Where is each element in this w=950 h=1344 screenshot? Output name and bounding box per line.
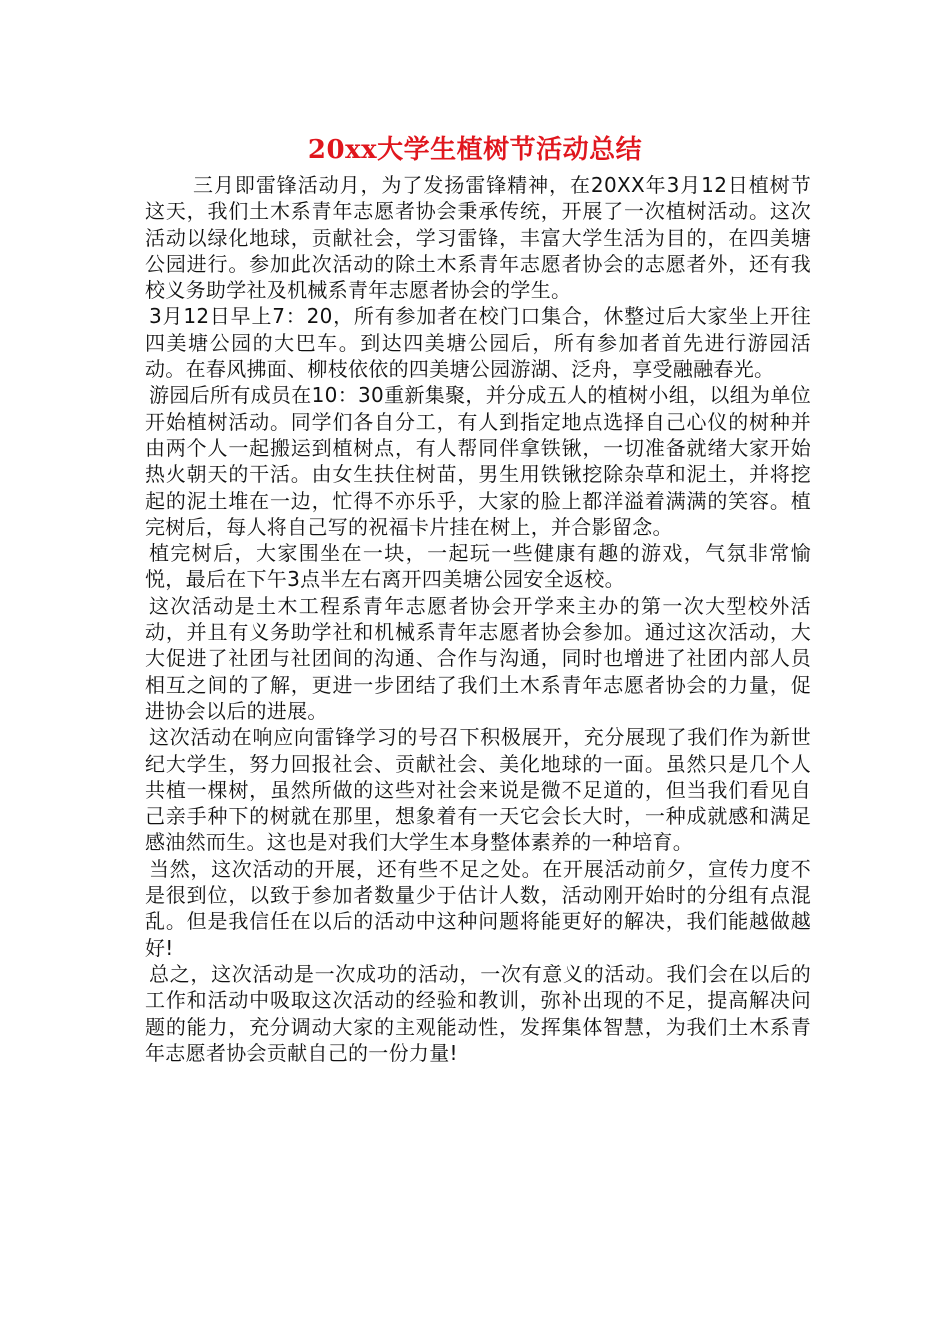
paragraph-games: 植完树后，大家围坐在一块，一起玩一些健康有趣的游戏，气氛非常愉悦，最后在下午3点半左右离开四美塘公园安全返校。 — [145, 541, 811, 592]
paragraph-significance: 这次活动是土木工程系青年志愿者协会开学来主办的第一次大型校外活动，并且有义务助学社和机械系青年志愿者协会参加。通过这次活动，大大促进了社团与社团间的沟通、合作与沟通，同时也增进了社团内部人员相互之间的了解，更进一步团结了我们土木系青年志愿者协会的力量，促进协会以后的进展。 — [145, 593, 811, 723]
document-title: 20xx大学生植树节活动总结 — [307, 135, 643, 165]
paragraph-shortcomings: 当然，这次活动的开展，还有些不足之处。在开展活动前夕，宣传力度不是很到位，以致于参加者数量少于估计人数，活动刚开始时的分组有点混乱。但是我信任在以后的活动中这种问题将能更好的解决，我们能越做越好! — [145, 856, 811, 960]
paragraph-intro: 三月即雷锋活动月，为了发扬雷锋精神，在20XX年3月12日植树节这天，我们土木系青年志愿者协会秉承传统，开展了一次植树活动。这次活动以绿化地球，贡献社会，学习雷锋，丰富大学生活为目的，在四美塘公园进行。参加此次活动的除土木系青年志愿者协会的志愿者外，还有我校义务助学社及机械系青年志愿者协会的学生。 — [145, 173, 811, 303]
paragraph-planting: 游园后所有成员在10：30重新集聚，并分成五人的植树小组，以组为单位开始植树活动。同学们各自分工，有人到指定地点选择自己心仪的树种并由两个人一起搬运到植树点，有人帮同伴拿铁锹，一切准备就绪大家开始热火朝天的干活。由女生扶住树苗，男生用铁锹挖除杂草和泥土，并将挖起的泥土堆在一边，忙得不亦乐乎，大家的脸上都洋溢着满满的笑容。植完树后，每人将自己写的祝福卡片挂在树上，并合影留念。 — [145, 383, 811, 539]
paragraph-conclusion: 总之，这次活动是一次成功的活动，一次有意义的活动。我们会在以后的工作和活动中吸取这次活动的经验和教训，弥补出现的不足，提高解决问题的能力，充分调动大家的主观能动性，发挥集体智慧，为我们土木系青年志愿者协会贡献自己的一份力量! — [145, 961, 811, 1065]
document-body — [145, 172, 811, 1066]
paragraph-gathering: 3月12日早上7：20，所有参加者在校门口集合，休整过后大家坐上开往四美塘公园的大巴车。到达四美塘公园后，所有参加者首先进行游园活动。在春风拂面、柳枝依依的四美塘公园游湖、泛舟，享受融融春光。 — [145, 304, 811, 382]
paragraph-lei-feng: 这次活动在响应向雷锋学习的号召下积极展开，充分展现了我们作为新世纪大学生，努力回报社会、贡献社会、美化地球的一面。虽然只是几个人共植一棵树，虽然所做的这些对社会来说是微不足道的，但当我们看见自己亲手种下的树就在那里，想象着有一天它会长大时，一种成就感和满足感油然而生。这也是对我们大学生本身整体素养的一种培育。 — [145, 725, 811, 855]
